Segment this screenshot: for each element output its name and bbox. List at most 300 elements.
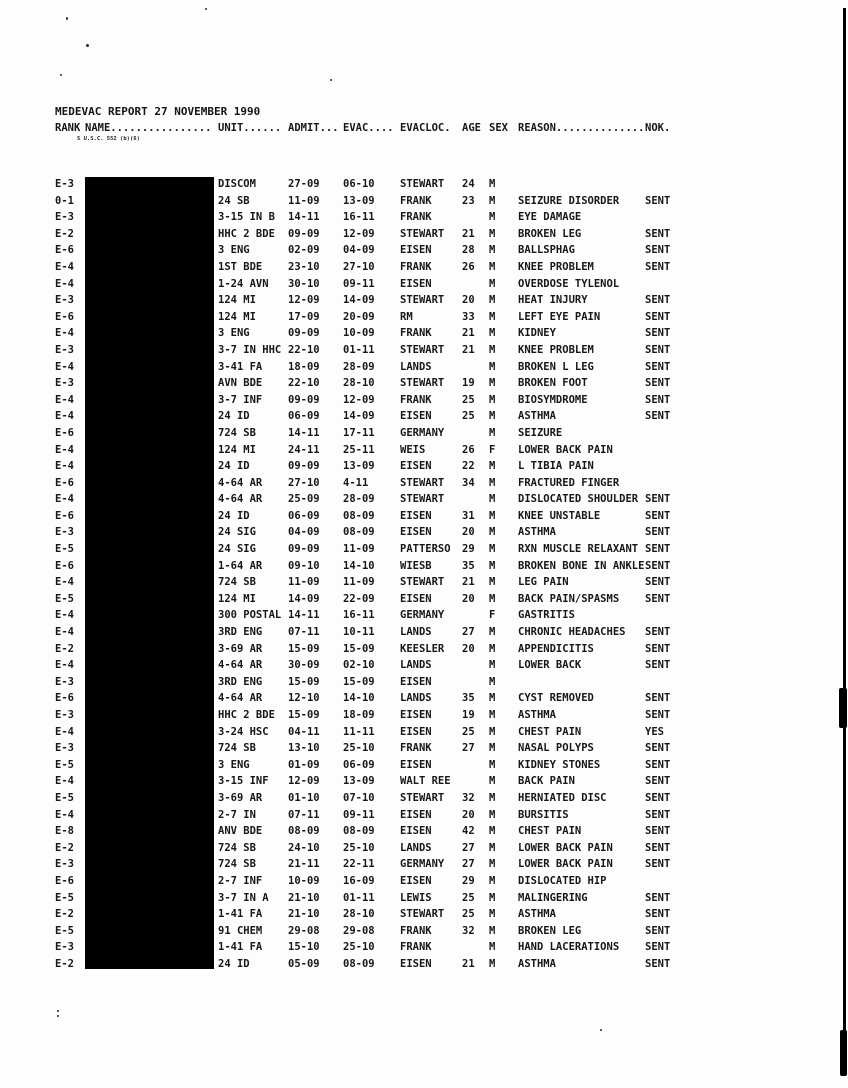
cell-rank: E-4 [55, 576, 74, 589]
cell-reason: OVERDOSE TYLENOL [518, 277, 620, 290]
cell-admit: 13-10 [288, 742, 320, 755]
cell-unit: DISCOM [218, 178, 256, 190]
cell-evac: 28-10 [343, 908, 375, 921]
cell-sex: M [489, 194, 496, 207]
cell-rank: E-4 [55, 327, 74, 340]
cell-rank: E-4 [55, 609, 74, 622]
cell-reason: HAND LACERATIONS [518, 941, 620, 954]
cell-rank: E-8 [55, 825, 74, 838]
cell-rank: E-3 [55, 526, 74, 539]
cell-reason: KIDNEY [518, 327, 556, 340]
cell-reason [518, 674, 645, 691]
cell-age: 27 [462, 626, 475, 639]
scan-artifact-right-blob [839, 688, 847, 728]
cell-evac: 25-11 [343, 443, 375, 456]
cell-rank: E-5 [55, 924, 74, 937]
cell-evac: 20-09 [343, 310, 375, 323]
cell-evac: 09-11 [343, 277, 375, 290]
cell-unit: 3-69 AR [218, 642, 263, 655]
cell-evacloc: EISEN [400, 509, 432, 522]
cell-unit: 124 MI [218, 443, 256, 456]
cell-nok [645, 425, 688, 442]
cell-sex: M [489, 725, 496, 738]
cell-sex: M [489, 294, 496, 307]
cell-nok: SENT [645, 908, 671, 921]
cell-admit: 09-09 [288, 227, 320, 240]
cell-admit: 14-11 [288, 211, 320, 224]
cell-sex: M [489, 543, 496, 556]
cell-evac: 14-09 [343, 410, 375, 423]
cell-unit: 4-64 AR [218, 476, 263, 489]
cell-sex: M [489, 626, 496, 639]
cell-rank: E-4 [55, 277, 74, 290]
cell-evac: 28-10 [343, 377, 375, 390]
scan-speckle [57, 1015, 59, 1017]
cell-sex: M [489, 377, 496, 390]
table-column-header [55, 120, 688, 137]
cell-rank: E-6 [55, 509, 74, 522]
cell-evac: 28-09 [343, 360, 375, 373]
cell-evacloc: LANDS [400, 841, 432, 854]
cell-age: 42 [462, 825, 475, 838]
header-evac: EVAC.... [343, 122, 394, 134]
cell-reason: APPENDICITIS [518, 642, 594, 655]
cell-unit: 1-41 FA [218, 908, 263, 921]
cell-reason: HERNIATED DISC [518, 791, 607, 804]
cell-evac: 25-10 [343, 742, 375, 755]
header-name: NAME................ [85, 122, 212, 134]
cell-rank: E-3 [55, 675, 74, 688]
name-column-redaction-bar [85, 177, 214, 969]
cell-age [462, 491, 489, 508]
cell-nok: SENT [645, 559, 671, 572]
cell-nok: SENT [645, 227, 671, 240]
cell-evacloc: LANDS [400, 626, 432, 639]
cell-unit: 724 SB [218, 426, 256, 439]
cell-age: 32 [462, 924, 475, 937]
cell-evac: 10-11 [343, 626, 375, 639]
cell-evac: 14-10 [343, 692, 375, 705]
cell-nok [645, 607, 688, 624]
cell-rank: E-2 [55, 908, 74, 921]
cell-unit: 300 POSTAL [218, 609, 282, 622]
cell-admit: 09-09 [288, 543, 320, 556]
cell-evac: 11-11 [343, 725, 375, 738]
cell-sex: M [489, 310, 496, 323]
cell-unit: 91 CHEM [218, 924, 263, 937]
cell-age: 20 [462, 808, 475, 821]
cell-evacloc: EISEN [400, 957, 432, 970]
cell-admit: 04-11 [288, 725, 320, 738]
cell-unit: 24 SIG [218, 543, 256, 556]
cell-age: 28 [462, 244, 475, 257]
cell-evac: 08-09 [343, 825, 375, 838]
header-age: AGE [462, 122, 481, 134]
cell-nok: SENT [645, 957, 671, 970]
cell-evac: 08-09 [343, 526, 375, 539]
cell-evac: 11-09 [343, 543, 375, 556]
cell-unit: 1ST BDE [218, 260, 263, 273]
cell-admit: 22-10 [288, 377, 320, 390]
cell-admit: 02-09 [288, 244, 320, 257]
cell-sex: M [489, 460, 496, 473]
cell-unit: 1-64 AR [218, 559, 263, 572]
header-sex: SEX [489, 122, 508, 134]
cell-reason: LOWER BACK [518, 659, 582, 672]
cell-nok [645, 674, 688, 691]
cell-evac: 09-11 [343, 808, 375, 821]
cell-admit: 17-09 [288, 310, 320, 323]
cell-age: 25 [462, 908, 475, 921]
cell-rank: E-4 [55, 725, 74, 738]
cell-reason: GASTRITIS [518, 609, 575, 622]
cell-admit: 09-09 [288, 460, 320, 473]
cell-rank: E-4 [55, 775, 74, 788]
cell-unit: 24 SIG [218, 526, 256, 539]
cell-nok: SENT [645, 709, 671, 721]
cell-reason: NASAL POLYPS [518, 742, 594, 755]
scan-speckle [330, 79, 332, 81]
cell-evac: 29-08 [343, 924, 375, 937]
cell-age: 25 [462, 891, 475, 904]
cell-sex: M [489, 841, 496, 854]
cell-reason: CHEST PAIN [518, 725, 582, 738]
cell-evac: 14-09 [343, 294, 375, 307]
cell-age: 22 [462, 460, 475, 473]
cell-age: 35 [462, 559, 475, 572]
cell-reason: LOWER BACK PAIN [518, 443, 613, 456]
cell-rank: E-6 [55, 874, 74, 887]
cell-nok [645, 176, 688, 193]
cell-nok: SENT [645, 891, 671, 904]
cell-reason: BROKEN FOOT [518, 377, 588, 390]
cell-evac: 06-09 [343, 758, 375, 771]
cell-evac: 02-10 [343, 659, 375, 672]
cell-reason: KNEE PROBLEM [518, 260, 594, 273]
cell-reason: DISLOCATED HIP [518, 874, 607, 887]
cell-unit: 24 ID [218, 957, 250, 970]
cell-rank: E-2 [55, 957, 74, 970]
cell-rank: E-3 [55, 211, 74, 224]
cell-evac: 27-10 [343, 260, 375, 273]
cell-evac: 4-11 [343, 476, 369, 489]
cell-evacloc: STEWART [400, 343, 445, 356]
cell-nok: SENT [645, 194, 671, 207]
cell-evacloc: EISEN [400, 874, 432, 887]
cell-age: 26 [462, 443, 475, 456]
cell-admit: 14-11 [288, 426, 320, 439]
cell-rank: E-4 [55, 460, 74, 473]
cell-evacloc: EISEN [400, 526, 432, 539]
cell-admit: 14-09 [288, 592, 320, 605]
cell-age [462, 757, 489, 774]
cell-unit: 1-41 FA [218, 941, 263, 954]
cell-nok: SENT [645, 659, 671, 672]
cell-reason: LOWER BACK PAIN [518, 841, 613, 854]
cell-evacloc: STEWART [400, 576, 445, 589]
cell-sex: M [489, 227, 496, 240]
scan-artifact-right-edge-line [843, 8, 846, 1064]
cell-reason: BROKEN L LEG [518, 360, 594, 373]
cell-sex: M [489, 244, 496, 257]
cell-evac: 12-09 [343, 393, 375, 406]
cell-rank: E-6 [55, 244, 74, 257]
cell-rank: E-3 [55, 742, 74, 755]
cell-sex: M [489, 858, 496, 871]
cell-nok: SENT [645, 808, 671, 821]
cell-admit: 21-10 [288, 891, 320, 904]
cell-sex: M [489, 211, 496, 224]
cell-rank: E-6 [55, 476, 74, 489]
cell-sex: M [489, 692, 496, 705]
cell-age: 32 [462, 791, 475, 804]
scan-speckle [600, 1029, 602, 1031]
cell-sex: M [489, 343, 496, 356]
cell-reason: FRACTURED FINGER [518, 476, 620, 489]
cell-evacloc: FRANK [400, 742, 432, 755]
scan-speckle [57, 1010, 59, 1012]
cell-sex: M [489, 891, 496, 904]
cell-age: 33 [462, 310, 475, 323]
cell-unit: 124 MI [218, 592, 256, 605]
cell-unit: 3-15 IN B [218, 211, 275, 224]
cell-nok: SENT [645, 924, 671, 937]
cell-rank: E-4 [55, 443, 74, 456]
cell-rank: E-3 [55, 178, 74, 190]
cell-evacloc: PATTERSO [400, 543, 451, 556]
cell-sex: F [489, 443, 496, 456]
cell-age: 19 [462, 377, 475, 390]
cell-sex: M [489, 178, 496, 190]
cell-reason: DISLOCATED SHOULDER [518, 493, 639, 506]
cell-age [462, 674, 489, 691]
cell-age [462, 607, 489, 624]
cell-evac: 08-09 [343, 957, 375, 970]
cell-unit: 724 SB [218, 858, 256, 871]
cell-sex: F [489, 609, 496, 622]
header-rank: RANK [55, 122, 81, 134]
cell-admit: 12-09 [288, 775, 320, 788]
cell-rank: E-3 [55, 941, 74, 954]
cell-evac: 16-09 [343, 874, 375, 887]
cell-evacloc: STEWART [400, 178, 445, 190]
cell-evacloc: FRANK [400, 327, 432, 340]
cell-sex: M [489, 576, 496, 589]
cell-admit: 07-11 [288, 626, 320, 639]
cell-sex: M [489, 327, 496, 340]
privacy-act-citation: 5 U.S.C. 552 (b)(6) [77, 136, 140, 142]
cell-age: 29 [462, 874, 475, 887]
cell-evacloc: EISEN [400, 244, 432, 257]
cell-unit: 3RD ENG [218, 626, 263, 639]
cell-rank: E-6 [55, 559, 74, 572]
cell-evacloc: STEWART [400, 493, 445, 506]
cell-age [462, 359, 489, 376]
cell-evacloc: FRANK [400, 260, 432, 273]
cell-unit: 124 MI [218, 294, 256, 307]
cell-evacloc: EISEN [400, 758, 432, 771]
cell-evacloc: EISEN [400, 277, 432, 290]
cell-unit: 3-7 IN A [218, 891, 269, 904]
cell-evacloc: STEWART [400, 227, 445, 240]
cell-unit: 3-7 INF [218, 393, 263, 406]
cell-age [462, 425, 489, 442]
cell-rank: E-2 [55, 642, 74, 655]
cell-evac: 10-09 [343, 327, 375, 340]
cell-evacloc: EISEN [400, 592, 432, 605]
cell-sex: M [489, 476, 496, 489]
cell-unit: 24 ID [218, 410, 250, 423]
cell-admit: 05-09 [288, 957, 320, 970]
cell-sex: M [489, 410, 496, 423]
cell-age [462, 209, 489, 226]
cell-reason: CHRONIC HEADACHES [518, 626, 626, 639]
cell-sex: M [489, 908, 496, 921]
cell-evac: 13-09 [343, 460, 375, 473]
cell-unit: AVN BDE [218, 377, 263, 390]
cell-rank: E-5 [55, 791, 74, 804]
cell-rank: E-5 [55, 543, 74, 556]
cell-rank: E-5 [55, 592, 74, 605]
cell-sex: M [489, 791, 496, 804]
cell-sex: M [489, 709, 496, 721]
cell-sex: M [489, 559, 496, 572]
cell-nok: SENT [645, 758, 671, 771]
cell-age: 23 [462, 194, 475, 207]
cell-evacloc: WEIS [400, 443, 426, 456]
cell-rank: E-3 [55, 294, 74, 307]
cell-evacloc: RM [400, 310, 413, 323]
cell-nok [645, 873, 688, 890]
cell-evac: 22-11 [343, 858, 375, 871]
cell-sex: M [489, 493, 496, 506]
cell-age: 25 [462, 410, 475, 423]
cell-evac: 15-09 [343, 675, 375, 688]
cell-admit: 09-10 [288, 559, 320, 572]
cell-sex: M [489, 758, 496, 771]
cell-rank: E-4 [55, 410, 74, 423]
cell-nok [645, 442, 688, 459]
cell-age: 34 [462, 476, 475, 489]
cell-reason [518, 176, 645, 193]
cell-evac: 13-09 [343, 775, 375, 788]
cell-evacloc: GERMANY [400, 858, 445, 871]
cell-reason: BURSITIS [518, 808, 569, 821]
cell-reason: L TIBIA PAIN [518, 460, 594, 473]
cell-age: 26 [462, 260, 475, 273]
cell-age: 25 [462, 725, 475, 738]
cell-age: 29 [462, 543, 475, 556]
cell-admit: 06-09 [288, 509, 320, 522]
cell-rank: E-5 [55, 758, 74, 771]
cell-admit: 27-10 [288, 476, 320, 489]
cell-sex: M [489, 924, 496, 937]
cell-admit: 11-09 [288, 576, 320, 589]
cell-nok: SENT [645, 825, 671, 838]
cell-nok: SENT [645, 260, 671, 273]
cell-unit: 4-64 AR [218, 493, 263, 506]
cell-age: 21 [462, 227, 475, 240]
cell-sex: M [489, 675, 496, 688]
cell-unit: 2-7 IN [218, 808, 256, 821]
cell-sex: M [489, 509, 496, 522]
cell-evac: 11-09 [343, 576, 375, 589]
cell-rank: 0-1 [55, 194, 74, 207]
cell-evac: 22-09 [343, 592, 375, 605]
cell-unit: 3-7 IN HHC [218, 343, 282, 356]
cell-rank: E-3 [55, 343, 74, 356]
cell-age: 21 [462, 957, 475, 970]
cell-unit: 2-7 INF [218, 874, 263, 887]
cell-evac: 01-11 [343, 343, 375, 356]
header-evacloc: EVACLOC. [400, 122, 451, 134]
cell-evacloc: STEWART [400, 294, 445, 307]
cell-age: 21 [462, 327, 475, 340]
scan-speckle [205, 8, 207, 10]
cell-sex: M [489, 526, 496, 539]
cell-reason: CYST REMOVED [518, 692, 594, 705]
cell-admit: 21-10 [288, 908, 320, 921]
cell-sex: M [489, 775, 496, 788]
cell-sex: M [489, 360, 496, 373]
cell-admit: 15-09 [288, 642, 320, 655]
cell-evacloc: LANDS [400, 360, 432, 373]
cell-reason: BIOSYMDROME [518, 393, 588, 406]
cell-evacloc: STEWART [400, 377, 445, 390]
cell-nok: SENT [645, 493, 671, 506]
cell-evacloc: EISEN [400, 675, 432, 688]
cell-nok: SENT [645, 393, 671, 406]
cell-nok: SENT [645, 692, 671, 705]
cell-sex: M [489, 808, 496, 821]
cell-nok [645, 276, 688, 293]
cell-age: 19 [462, 709, 475, 721]
cell-rank: E-6 [55, 310, 74, 323]
cell-evacloc: FRANK [400, 211, 432, 224]
cell-rank: E-3 [55, 858, 74, 871]
cell-admit: 09-09 [288, 327, 320, 340]
cell-reason: BROKEN LEG [518, 227, 582, 240]
cell-admit: 12-09 [288, 294, 320, 307]
cell-sex: M [489, 393, 496, 406]
cell-admit: 01-09 [288, 758, 320, 771]
cell-evacloc: WALT REE [400, 775, 451, 788]
cell-evacloc: LANDS [400, 659, 432, 672]
cell-reason: ASTHMA [518, 908, 556, 921]
cell-reason: ASTHMA [518, 957, 556, 970]
cell-evacloc: FRANK [400, 194, 432, 207]
cell-nok: SENT [645, 526, 671, 539]
cell-rank: E-4 [55, 360, 74, 373]
cell-nok: SENT [645, 327, 671, 340]
cell-evacloc: LANDS [400, 692, 432, 705]
cell-admit: 30-09 [288, 659, 320, 672]
cell-reason: BROKEN BONE IN ANKLE [518, 559, 645, 572]
cell-unit: 3 ENG [218, 244, 250, 257]
cell-evac: 15-09 [343, 642, 375, 655]
scan-speckle [60, 74, 62, 76]
scan-speckle [66, 17, 68, 20]
cell-unit: 724 SB [218, 576, 256, 589]
cell-admit: 23-10 [288, 260, 320, 273]
cell-nok: SENT [645, 941, 671, 954]
cell-reason: ASTHMA [518, 709, 556, 721]
cell-reason: KNEE UNSTABLE [518, 509, 601, 522]
cell-nok: SENT [645, 509, 671, 522]
cell-unit: HHC 2 BDE [218, 227, 275, 240]
cell-unit: 24 ID [218, 460, 250, 473]
cell-reason: RXN MUSCLE RELAXANT [518, 543, 639, 556]
